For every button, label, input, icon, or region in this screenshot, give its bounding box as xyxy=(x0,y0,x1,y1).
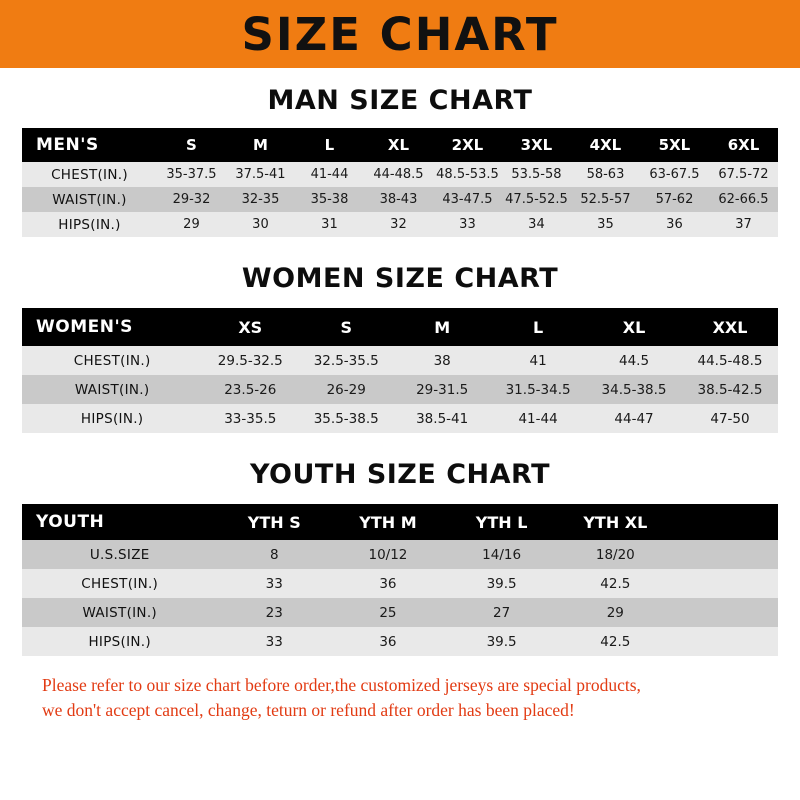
section-youth xyxy=(22,459,778,656)
table-cell: 34 xyxy=(502,212,571,237)
table-row xyxy=(22,375,778,404)
notice-line-2: we don't accept cancel, change, teturn or refund after order has been placed! xyxy=(42,700,575,721)
column-header: YTH L xyxy=(445,504,559,540)
column-header: YTH XL xyxy=(558,504,672,540)
row-header: HIPS(IN.) xyxy=(22,404,202,433)
table-cell: 29.5-32.5 xyxy=(202,346,298,375)
content xyxy=(0,85,800,724)
table-cell: 44.5-48.5 xyxy=(682,346,778,375)
table-cell: 67.5-72 xyxy=(709,162,778,187)
table-cell-empty xyxy=(672,569,778,598)
table-cell: 39.5 xyxy=(445,569,559,598)
table-cell: 38.5-41 xyxy=(394,404,490,433)
table-cell: 8 xyxy=(217,540,331,569)
table-cell: 47.5-52.5 xyxy=(502,187,571,212)
table-cell: 14/16 xyxy=(445,540,559,569)
row-header: WAIST(IN.) xyxy=(22,598,217,627)
table-cell-empty xyxy=(672,540,778,569)
table-row xyxy=(22,162,778,187)
column-header: 4XL xyxy=(571,128,640,162)
table-cell: 42.5 xyxy=(558,627,672,656)
table-cell: 34.5-38.5 xyxy=(586,375,682,404)
column-header: 2XL xyxy=(433,128,502,162)
table-cell-empty xyxy=(672,627,778,656)
table-row xyxy=(22,569,778,598)
table-row xyxy=(22,598,778,627)
table-cell: 32.5-35.5 xyxy=(298,346,394,375)
table-row xyxy=(22,404,778,433)
table-cell: 57-62 xyxy=(640,187,709,212)
table-cell: 35.5-38.5 xyxy=(298,404,394,433)
table-women xyxy=(22,308,778,433)
page-title: SIZE CHART xyxy=(241,7,559,61)
column-header: YTH M xyxy=(331,504,445,540)
row-header: HIPS(IN.) xyxy=(22,627,217,656)
column-header-spacer xyxy=(672,504,778,540)
table-cell: 62-66.5 xyxy=(709,187,778,212)
table-cell: 29 xyxy=(157,212,226,237)
table-cell: 43-47.5 xyxy=(433,187,502,212)
table-header-row xyxy=(22,504,778,540)
table-cell: 38.5-42.5 xyxy=(682,375,778,404)
notice-line-1: Please refer to our size chart before order,the customized jerseys are special products, xyxy=(42,675,641,695)
column-header: YOUTH xyxy=(22,504,217,540)
table-header-row xyxy=(22,128,778,162)
table-cell: 27 xyxy=(445,598,559,627)
table-cell: 63-67.5 xyxy=(640,162,709,187)
table-cell: 33-35.5 xyxy=(202,404,298,433)
row-header: CHEST(IN.) xyxy=(22,569,217,598)
table-cell: 29-31.5 xyxy=(394,375,490,404)
column-header: XL xyxy=(586,308,682,346)
table-cell: 36 xyxy=(331,627,445,656)
table-cell: 58-63 xyxy=(571,162,640,187)
column-header: 3XL xyxy=(502,128,571,162)
table-cell: 41-44 xyxy=(295,162,364,187)
table-cell: 29-32 xyxy=(157,187,226,212)
table-cell: 47-50 xyxy=(682,404,778,433)
table-cell: 36 xyxy=(640,212,709,237)
table-cell: 35-37.5 xyxy=(157,162,226,187)
table-cell: 48.5-53.5 xyxy=(433,162,502,187)
table-cell: 37 xyxy=(709,212,778,237)
column-header: WOMEN'S xyxy=(22,308,202,346)
table-cell: 52.5-57 xyxy=(571,187,640,212)
row-header: WAIST(IN.) xyxy=(22,187,157,212)
table-cell: 42.5 xyxy=(558,569,672,598)
table-youth xyxy=(22,504,778,656)
table-row xyxy=(22,346,778,375)
table-cell: 23.5-26 xyxy=(202,375,298,404)
table-man xyxy=(22,128,778,237)
table-cell: 33 xyxy=(433,212,502,237)
table-cell: 41 xyxy=(490,346,586,375)
column-header: L xyxy=(490,308,586,346)
table-cell: 29 xyxy=(558,598,672,627)
table-row xyxy=(22,540,778,569)
table-cell: 33 xyxy=(217,569,331,598)
column-header: MEN'S xyxy=(22,128,157,162)
section-women xyxy=(22,263,778,433)
table-cell: 30 xyxy=(226,212,295,237)
table-cell: 41-44 xyxy=(490,404,586,433)
section-title-youth: YOUTH SIZE CHART xyxy=(249,459,551,490)
row-header: HIPS(IN.) xyxy=(22,212,157,237)
table-cell: 31 xyxy=(295,212,364,237)
table-cell: 37.5-41 xyxy=(226,162,295,187)
table-cell: 44-47 xyxy=(586,404,682,433)
banner xyxy=(0,0,800,68)
column-header: XL xyxy=(364,128,433,162)
row-header: CHEST(IN.) xyxy=(22,346,202,375)
column-header: L xyxy=(295,128,364,162)
column-header: S xyxy=(298,308,394,346)
table-cell: 53.5-58 xyxy=(502,162,571,187)
column-header: 6XL xyxy=(709,128,778,162)
column-header: XS xyxy=(202,308,298,346)
table-cell: 38 xyxy=(394,346,490,375)
table-cell: 18/20 xyxy=(558,540,672,569)
table-cell: 36 xyxy=(331,569,445,598)
table-cell: 33 xyxy=(217,627,331,656)
table-cell: 25 xyxy=(331,598,445,627)
table-cell: 35-38 xyxy=(295,187,364,212)
table-cell: 44.5 xyxy=(586,346,682,375)
row-header: WAIST(IN.) xyxy=(22,375,202,404)
table-row xyxy=(22,212,778,237)
table-cell: 31.5-34.5 xyxy=(490,375,586,404)
section-title-women: WOMEN SIZE CHART xyxy=(241,263,559,294)
table-cell: 32-35 xyxy=(226,187,295,212)
column-header: M xyxy=(226,128,295,162)
table-header-row xyxy=(22,308,778,346)
column-header: 5XL xyxy=(640,128,709,162)
section-title-man: MAN SIZE CHART xyxy=(267,85,533,116)
table-row xyxy=(22,187,778,212)
order-notice xyxy=(22,673,778,724)
table-row xyxy=(22,627,778,656)
row-header: CHEST(IN.) xyxy=(22,162,157,187)
table-cell: 35 xyxy=(571,212,640,237)
row-header: U.S.SIZE xyxy=(22,540,217,569)
section-man xyxy=(22,85,778,237)
column-header: XXL xyxy=(682,308,778,346)
table-cell: 10/12 xyxy=(331,540,445,569)
table-cell: 39.5 xyxy=(445,627,559,656)
table-cell: 26-29 xyxy=(298,375,394,404)
column-header: YTH S xyxy=(217,504,331,540)
table-cell: 44-48.5 xyxy=(364,162,433,187)
table-cell: 38-43 xyxy=(364,187,433,212)
table-cell-empty xyxy=(672,598,778,627)
column-header: M xyxy=(394,308,490,346)
column-header: S xyxy=(157,128,226,162)
table-cell: 32 xyxy=(364,212,433,237)
table-cell: 23 xyxy=(217,598,331,627)
